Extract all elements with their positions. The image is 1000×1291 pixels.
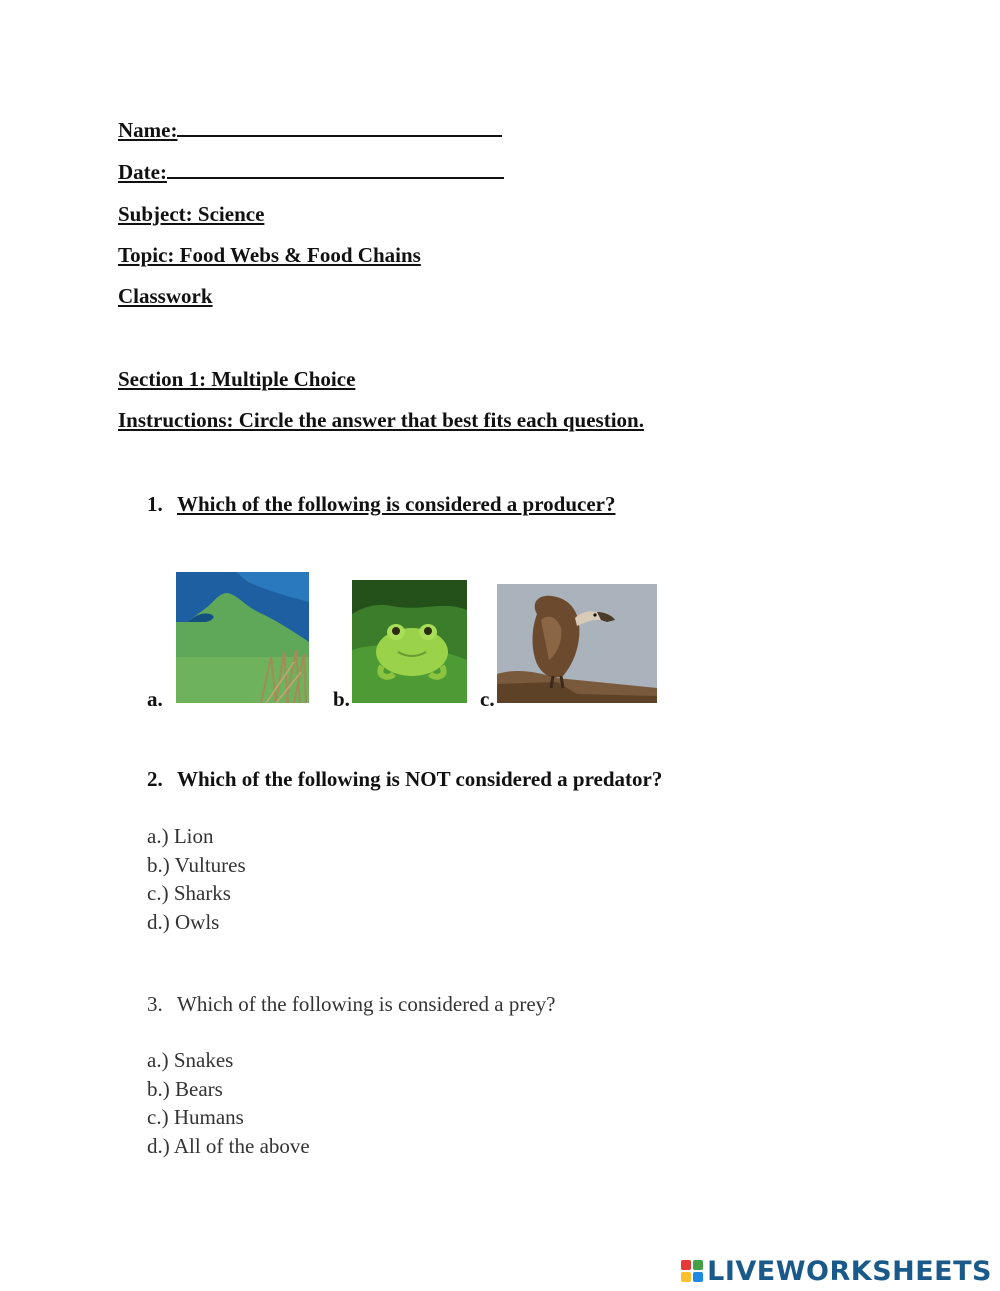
logo-square-red (681, 1260, 691, 1270)
logo-brand-text: LIVEWORKSHEETS (707, 1255, 992, 1287)
liveworksheets-logo (681, 1255, 992, 1287)
logo-square-yellow (681, 1272, 691, 1282)
vulture-illustration (497, 584, 657, 703)
question-1 (147, 491, 616, 517)
logo-square-green (693, 1260, 703, 1270)
q3-option-a[interactable]: a.) Snakes (147, 1048, 234, 1072)
question-3 (147, 991, 555, 1017)
frog-illustration (352, 580, 467, 703)
question-2-text: Which of the following is NOT considered a predator? (177, 767, 663, 791)
section-instructions: Instructions: Circle the answer that best fits each question. (118, 408, 644, 432)
name-blank-line[interactable] (177, 117, 502, 137)
logo-square-blue (693, 1272, 703, 1282)
question-3-options (147, 1046, 310, 1160)
date-field[interactable] (118, 159, 504, 185)
date-label: Date: (118, 160, 167, 184)
q1-option-b-label: b. (333, 687, 350, 711)
q3-option-c[interactable]: c.) Humans (147, 1105, 244, 1129)
question-3-text: Which of the following is considered a prey? (177, 992, 556, 1016)
q3-option-d[interactable]: d.) All of the above (147, 1133, 310, 1158)
q2-option-a[interactable]: a.) Lion (147, 824, 214, 848)
name-field[interactable] (118, 117, 502, 143)
q2-option-c[interactable]: c.) Sharks (147, 881, 231, 905)
question-1-text: Which of the following is considered a producer? (177, 492, 616, 516)
algae-pond-image[interactable] (176, 572, 309, 703)
q1-option-a-label: a. (147, 687, 163, 711)
classwork-heading: Classwork (118, 284, 213, 308)
subject-heading: Subject: Science (118, 202, 265, 226)
algae-pond-illustration (176, 572, 309, 703)
frog-image[interactable] (352, 580, 467, 703)
question-2 (147, 766, 662, 792)
question-1-number: 1. (147, 492, 163, 516)
section-title: Section 1: Multiple Choice (118, 367, 356, 391)
logo-squares-icon (681, 1260, 703, 1282)
question-2-number: 2. (147, 767, 163, 791)
date-blank-line[interactable] (167, 159, 504, 179)
q2-option-b[interactable]: b.) Vultures (147, 852, 246, 877)
q3-option-b[interactable]: b.) Bears (147, 1076, 223, 1101)
question-2-options (147, 822, 246, 936)
q1-option-c-label: c. (480, 687, 495, 711)
topic-heading: Topic: Food Webs & Food Chains (118, 243, 421, 267)
name-label: Name: (118, 118, 178, 142)
vulture-image[interactable] (497, 584, 657, 703)
question-3-number: 3. (147, 992, 163, 1016)
q2-option-d[interactable]: d.) Owls (147, 909, 220, 934)
